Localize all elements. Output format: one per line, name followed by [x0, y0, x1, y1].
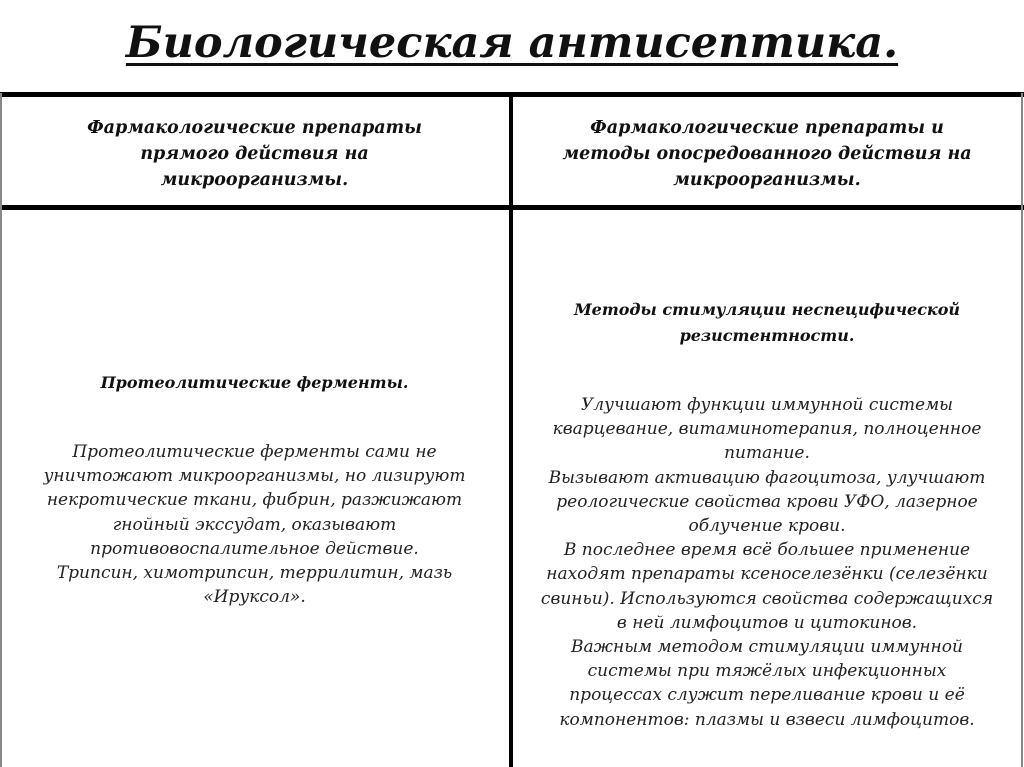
- body-line: свиньи). Используются свойства содержащихся: [540, 588, 994, 609]
- left-column-header: [0, 115, 509, 193]
- body-line: облучение крови.: [688, 516, 846, 537]
- body-line: Улучшают функции иммунной системы: [580, 395, 954, 415]
- subheading-line: резистентности.: [679, 326, 855, 345]
- body-line: питание.: [724, 443, 810, 464]
- title-text: Биологическая антисептика.: [125, 18, 899, 68]
- header-line: микроорганизмы.: [160, 170, 349, 190]
- body-line: Трипсин, химотрипсин, террилитин, мазь: [56, 563, 453, 584]
- body-line: компонентов: плазмы и взвеси лимфоцитов.: [559, 709, 975, 730]
- body-line: кварцевание, витаминотерапия, полноценное: [552, 419, 982, 440]
- header-line: Фармакологические препараты: [87, 118, 422, 138]
- header-line: Фармакологические препараты и: [590, 118, 944, 138]
- subheading-line: Методы стимуляции неспецифической: [573, 300, 961, 319]
- body-line: Важным методом стимуляции иммунной: [571, 637, 963, 658]
- body-line: находят препараты ксеноселезёнки (селезёнки: [546, 564, 988, 585]
- body-line: Вызывают активацию фагоцитоза, улучшают: [548, 467, 986, 488]
- table-right-border: [1021, 93, 1023, 767]
- header-line: прямого действия на: [140, 144, 369, 164]
- right-body-text: [513, 393, 1021, 732]
- right-subheading: [513, 297, 1021, 349]
- body-line: гнойный экссудат, оказывают: [112, 514, 397, 535]
- body-line: Протеолитические ферменты сами не: [72, 442, 437, 462]
- body-line: процессах служит переливание крови и её: [569, 685, 965, 706]
- header-line: микроорганизмы.: [673, 170, 861, 190]
- body-line: некротические ткани, фибрин, разжижают: [46, 490, 463, 511]
- body-line: в ней лимфоцитов и цитокинов.: [616, 612, 918, 633]
- header-line: методы опосредованного действия на: [562, 144, 972, 164]
- body-line: «Ируксол».: [203, 587, 306, 608]
- left-body-text: [0, 440, 509, 609]
- body-line: В последнее время всё большее применение: [563, 540, 971, 561]
- left-subheading: Протеолитические ферменты.: [100, 373, 409, 392]
- right-column-header: [513, 115, 1021, 193]
- body-line: уничтожают микроорганизмы, но лизируют: [43, 466, 466, 487]
- page-title: [0, 18, 1024, 68]
- body-line: системы при тяжёлых инфекционных: [587, 661, 947, 682]
- body-line: противовоспалительное действие.: [90, 538, 419, 559]
- table-left-border: [0, 93, 2, 767]
- body-line: реологические свойства крови УФО, лазерное: [556, 491, 978, 512]
